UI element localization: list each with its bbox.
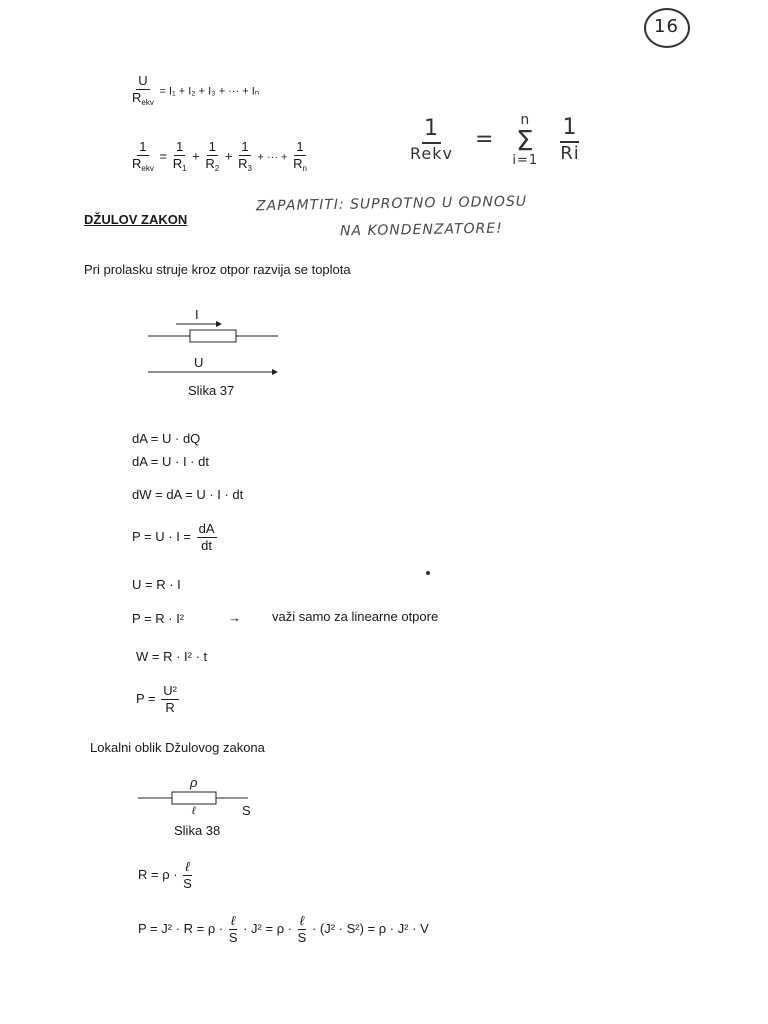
linear-resistors-note: važi samo za linearne otpore [272, 609, 439, 624]
eq8-den: R [165, 700, 175, 716]
handwritten-note-line1: ZAPAMTITI: SUPROTNO U ODNOSU [255, 193, 528, 215]
hw-sum-top: n [520, 112, 531, 128]
eq-power-ri2: P = R · I² [132, 611, 185, 626]
hw-rhs-den: Ri [560, 143, 580, 165]
eq8-lhs: P = [136, 691, 156, 707]
figure38-caption: Slika 38 [174, 823, 221, 838]
eq-dw: dW = dA = U · I · dt [132, 487, 244, 502]
section-title: DŽULOV ZAKON [84, 212, 188, 227]
eq10-part-c: · (J² · S²) = ρ · J² · V [311, 921, 429, 937]
eq9-num: ℓ [183, 860, 191, 876]
eq2-term1-num: 1 [174, 140, 185, 156]
resistor-symbol [190, 330, 236, 342]
eq1-numerator: U [136, 74, 149, 90]
eq10-num2: ℓ [298, 914, 306, 930]
figure37-current-label: I [195, 307, 199, 322]
eq10-part-a: P = J² · R = ρ · [138, 921, 224, 937]
eq2-term4-num: 1 [294, 140, 305, 156]
eq2-term3-num: 1 [239, 140, 250, 156]
eq1-den-sub: ekv [141, 98, 154, 108]
eq2-term2-sub: 2 [214, 164, 220, 174]
eq4-num: dA [197, 522, 217, 538]
hw-rhs-num: 1 [560, 116, 579, 143]
eq2-term2-den: R [205, 156, 215, 172]
figure38-s-label: S [242, 803, 251, 818]
current-arrow-head [216, 321, 222, 327]
figure38-rho-label: ρ [190, 775, 198, 790]
eq10-den1: S [228, 930, 238, 946]
hw-sum-bottom: i=1 [512, 153, 539, 169]
handwritten-sum-formula: $\frac{1}{\text{Rekv}}$ = n Σ i=1 $\frac{1}{Ri}$ [410, 112, 580, 169]
local-form-text: Lokalni oblik Džulovog zakona [90, 740, 265, 755]
eq2-term3-den: R [238, 156, 248, 172]
eq2-term1-sub: 1 [182, 164, 187, 174]
eq2-lhs-num: 1 [137, 140, 148, 156]
eq4-lhs: P = U · I = [132, 529, 192, 545]
equation-resistance-sum: $\frac{1}{R_{ekv}}$ = $\frac{1}{R_1}$ + $\frac{1}{R_2}$ + $\frac{1}{R_3}$ + ··· + $\frac{1}{R_n}$ [132, 139, 307, 174]
eq2-term2-num: 1 [207, 140, 218, 156]
eq-power-derivative [132, 522, 219, 554]
eq-da-udq: dA = U · dQ [132, 431, 201, 446]
eq10-den2: S [297, 930, 307, 946]
figure37-caption: Slika 37 [188, 383, 235, 398]
ink-dot [426, 571, 430, 575]
intro-text: Pri prolasku struje kroz otpor razvija se toplota [84, 262, 351, 277]
conductor-symbol [172, 792, 216, 804]
arrow-icon: → [228, 610, 241, 625]
eq2-term1-den: R [172, 156, 183, 172]
eq10-part-b: · J² = ρ · [243, 921, 293, 937]
voltage-arrow-head [272, 369, 278, 375]
eq4-den: dt [201, 538, 213, 554]
eq2-term4-den: R [293, 156, 303, 172]
eq-resistance-rho [138, 860, 194, 892]
eq-power-local [138, 914, 429, 946]
eq9-lhs: R = ρ · [138, 867, 178, 883]
hw-lhs-num: 1 [422, 117, 441, 144]
page-number: 16 [654, 16, 679, 37]
hw-lhs-den: Rekv [410, 144, 453, 164]
eq-work: W = R · I² · t [136, 649, 208, 664]
eq2-term4-sub: n [302, 164, 307, 174]
eq1-denominator: R [132, 90, 142, 106]
eq2-dots: + ··· + [257, 151, 288, 164]
figure-37-resistor-diagram [140, 304, 290, 384]
eq1-rhs: = I₁ + I₂ + I₃ + ··· + Iₙ [159, 85, 260, 98]
sigma-icon: Σ [515, 124, 535, 157]
eq9-den: S [183, 876, 192, 892]
figure37-voltage-label: U [194, 355, 204, 370]
figure-38-conductor-diagram [136, 788, 256, 818]
eq-da-uidt: dA = U · I · dt [132, 454, 209, 469]
eq2-lhs-den: R [132, 156, 142, 172]
figure38-ell-label: ℓ [192, 805, 196, 817]
eq-ohm: U = R · I [132, 577, 181, 592]
eq10-num1: ℓ [229, 914, 237, 930]
equation-current-sum [130, 74, 259, 108]
handwritten-note-line2: NA KONDENZATORE! [339, 220, 503, 240]
eq2-term3-sub: 3 [247, 164, 252, 174]
eq8-num: U² [161, 684, 179, 700]
eq2-lhs-den-sub: ekv [141, 164, 154, 174]
eq-power-u2r [136, 684, 181, 716]
